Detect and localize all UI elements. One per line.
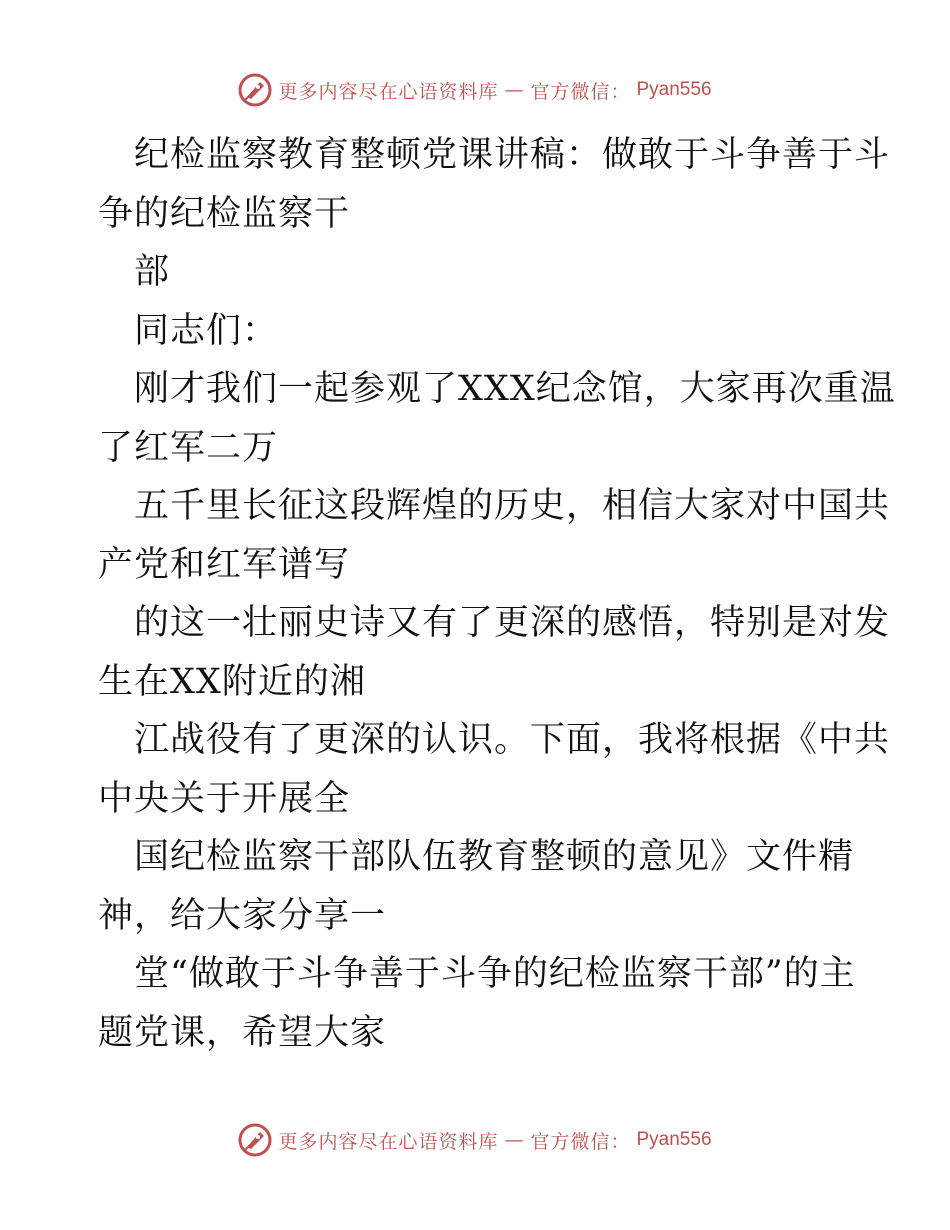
footer-wechat-label: 官方微信： <box>530 1130 631 1153</box>
header-banner <box>0 70 950 110</box>
header-banner-separator: — <box>504 79 525 101</box>
paragraph-line: 堂“做敢于斗争善于斗争的纪检监察干部”的主 <box>134 954 856 994</box>
paragraph-line: 江战役有了更深的认识。下面，我将根据《中共 <box>134 720 891 760</box>
paragraph-line: 题党课，希望大家 <box>98 1012 387 1053</box>
paragraph-line: 中央关于开展全 <box>98 778 351 819</box>
paragraph-line: 产党和红军谱写 <box>98 544 351 585</box>
document-body <box>98 126 896 1062</box>
document-title-line-2: 争的纪检监察干 <box>98 193 351 234</box>
paragraph-line: 生在XX附近的湘 <box>98 661 366 702</box>
document-title-line-1: 纪检监察教育整顿党课讲稿：做敢于斗争善于斗 <box>134 135 891 175</box>
footer-banner-text: 更多内容尽在心语资料库 <box>278 1130 499 1153</box>
header-banner-text: 更多内容尽在心语资料库 <box>278 80 499 103</box>
footer-wechat-id: Pyan556 <box>636 1129 712 1150</box>
footer-banner-separator: — <box>504 1129 525 1151</box>
salutation: 同志们： <box>134 310 279 351</box>
paragraph-line: 国纪检监察干部队伍教育整顿的意见》文件精 <box>134 837 855 877</box>
header-wechat-label: 官方微信： <box>530 80 631 103</box>
paragraph-line: 神，给大家分享一 <box>98 895 387 936</box>
header-wechat-id: Pyan556 <box>636 79 712 100</box>
pen-nib-logo-icon <box>238 73 272 107</box>
paragraph-line: 的这一壮丽史诗又有了更深的感悟，特别是对发 <box>134 603 891 643</box>
document-title-line-3: 部 <box>134 252 171 292</box>
paragraph-line: 刚才我们一起参观了XXX纪念馆，大家再次重温 <box>134 369 896 409</box>
paragraph-line: 了红军二万 <box>98 427 279 468</box>
pen-nib-logo-icon <box>238 1123 272 1157</box>
paragraph-line: 五千里长征这段辉煌的历史，相信大家对中国共 <box>134 486 891 526</box>
footer-banner <box>0 1120 950 1160</box>
